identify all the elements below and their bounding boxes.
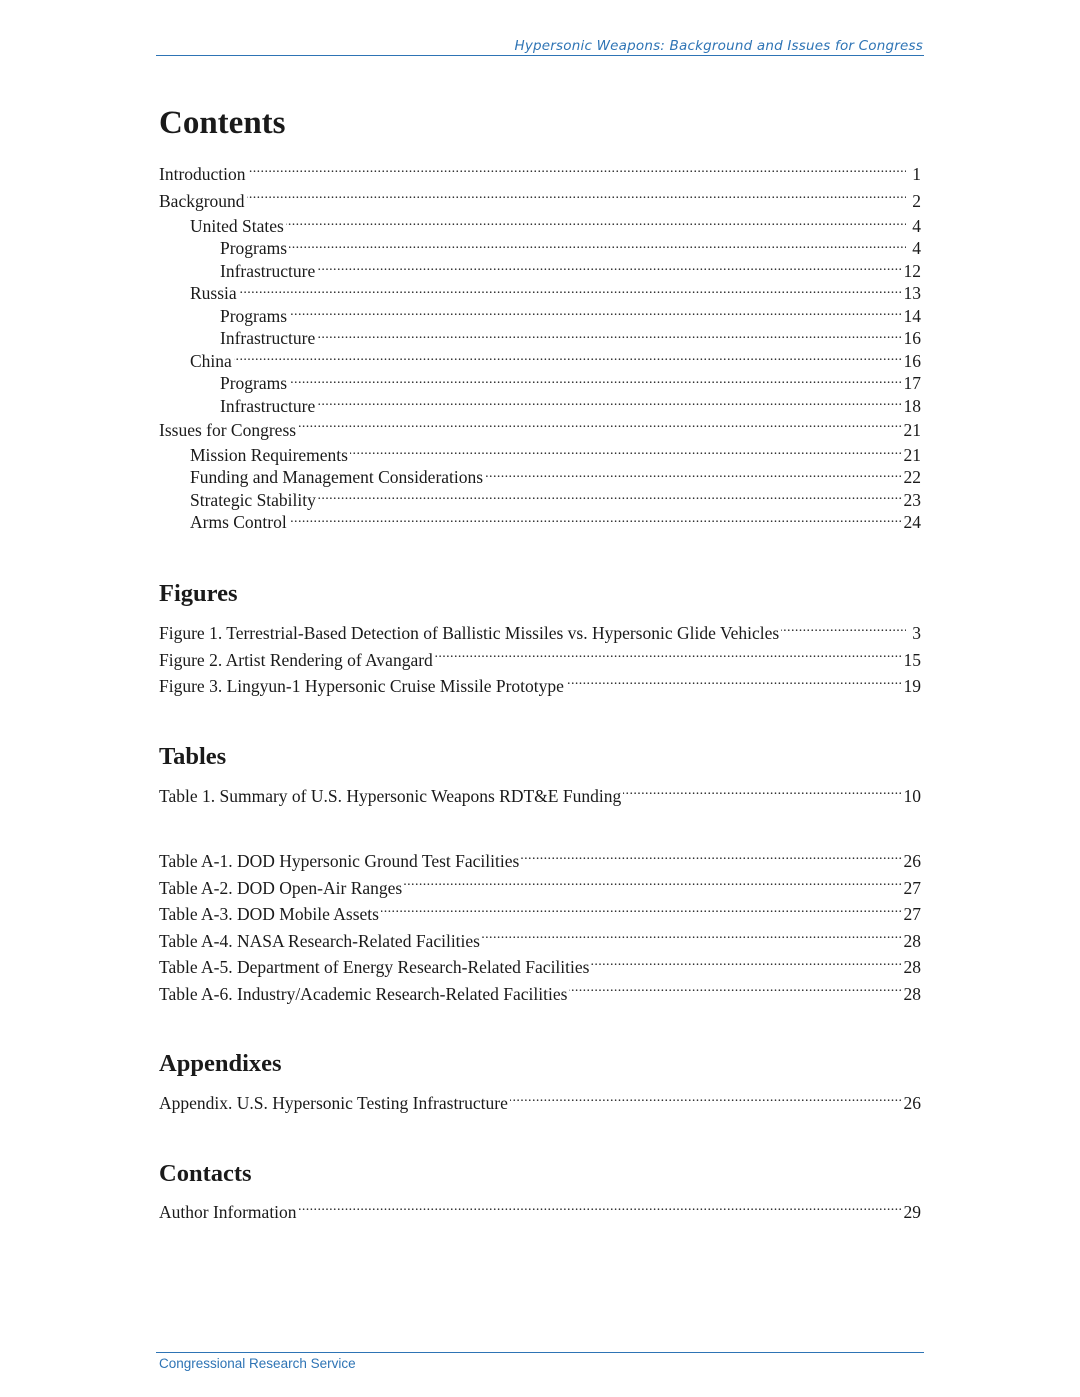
entry-page: 18 — [903, 395, 921, 416]
table-entry-a2[interactable] — [159, 875, 921, 902]
entry-label: Appendix. U.S. Hypersonic Testing Infrastructure — [159, 1093, 508, 1113]
dot-leader — [298, 418, 900, 436]
footer-rule — [156, 1352, 924, 1353]
dot-leader — [289, 304, 900, 322]
entry-page: 28 — [903, 983, 921, 1004]
toc-entry-china[interactable] — [159, 349, 921, 372]
entry-page: 22 — [903, 467, 921, 487]
appendixes-heading: Appendixes — [159, 1050, 282, 1077]
dot-leader — [485, 466, 900, 484]
toc-entry-china-programs[interactable] — [159, 372, 921, 395]
contents-heading: Contents — [159, 105, 286, 141]
toc-entry-arms-control[interactable] — [159, 511, 921, 534]
dot-leader — [569, 982, 900, 1000]
entry-page: 13 — [903, 283, 921, 303]
entry-page: 3 — [912, 623, 921, 643]
toc-entry-us-infrastructure[interactable] — [159, 259, 921, 282]
toc-entry-issues-for-congress[interactable] — [159, 417, 921, 444]
dot-leader — [591, 956, 900, 974]
dot-leader — [350, 443, 901, 461]
dot-leader — [247, 189, 906, 207]
entry-page: 2 — [912, 190, 921, 211]
table-entry-a6[interactable] — [159, 981, 921, 1008]
entry-label: Table A-6. Industry/Academic Research-Related Facilities — [159, 983, 568, 1004]
toc-entry-russia[interactable] — [159, 282, 921, 305]
toc-entry-china-infrastructure[interactable] — [159, 394, 921, 417]
dot-leader — [286, 214, 906, 232]
toc-entry-russia-programs[interactable] — [159, 304, 921, 327]
tables-list — [159, 783, 921, 810]
entry-label: Programs — [220, 238, 288, 258]
entry-page: 28 — [903, 957, 921, 977]
toc-entry-background[interactable] — [159, 188, 921, 215]
dot-leader — [248, 163, 906, 181]
dot-leader — [510, 1092, 901, 1110]
entry-label: Funding and Management Considerations — [190, 467, 484, 487]
entry-page: 21 — [903, 444, 921, 465]
toc-entry-united-states[interactable] — [159, 214, 921, 237]
contacts-list — [159, 1199, 921, 1226]
figures-heading: Figures — [159, 580, 238, 607]
entry-label: Table 1. Summary of U.S. Hypersonic Weapons RDT&E Funding — [159, 786, 622, 806]
entry-label: Background — [159, 190, 245, 211]
entry-label: Figure 2. Artist Rendering of Avangard — [159, 649, 433, 670]
table-entry-a5[interactable] — [159, 954, 921, 981]
toc-entry-funding-management[interactable] — [159, 466, 921, 489]
entry-label: Arms Control — [190, 512, 287, 532]
entry-label: Figure 3. Lingyun-1 Hypersonic Cruise Missile Prototype — [159, 676, 564, 696]
entry-page: 28 — [903, 930, 921, 951]
table-entry-1[interactable] — [159, 783, 921, 810]
entry-label: Mission Requirements — [190, 444, 348, 465]
entry-page: 1 — [912, 164, 921, 184]
entry-page: 12 — [903, 260, 921, 281]
entry-label: Programs — [220, 373, 288, 393]
entry-page: 4 — [912, 238, 921, 258]
entry-label: Table A-1. DOD Hypersonic Ground Test Facilities — [159, 851, 520, 871]
dot-leader — [482, 929, 901, 947]
dot-leader — [521, 850, 900, 868]
entry-page: 26 — [903, 1093, 921, 1113]
dot-leader — [317, 394, 900, 412]
dot-leader — [566, 675, 901, 693]
entry-label: Table A-4. NASA Research-Related Facilities — [159, 930, 480, 951]
contacts-heading: Contacts — [159, 1160, 252, 1187]
appendix-entry[interactable] — [159, 1090, 921, 1117]
toc-entry-russia-infrastructure[interactable] — [159, 327, 921, 350]
entry-page: 27 — [903, 877, 921, 898]
dot-leader — [404, 876, 900, 894]
toc-entry-mission-requirements[interactable] — [159, 443, 921, 466]
running-header: Hypersonic Weapons: Background and Issues for Congress — [514, 38, 923, 54]
table-entry-a4[interactable] — [159, 928, 921, 955]
entry-page: 19 — [903, 676, 921, 696]
dot-leader — [239, 282, 901, 300]
entry-page: 29 — [903, 1202, 921, 1222]
entry-label: Infrastructure — [220, 260, 316, 281]
figure-entry-2[interactable] — [159, 647, 921, 674]
figures-list — [159, 620, 921, 700]
dot-leader — [317, 327, 900, 345]
entry-page: 16 — [903, 350, 921, 371]
entry-page: 4 — [912, 215, 921, 236]
entry-page: 27 — [903, 904, 921, 924]
header-rule — [156, 55, 924, 56]
entry-page: 15 — [903, 649, 921, 670]
dot-leader — [781, 622, 906, 640]
dot-leader — [289, 511, 901, 529]
entry-label: China — [190, 350, 232, 371]
table-entry-a3[interactable] — [159, 901, 921, 928]
contents-list — [159, 161, 921, 533]
toc-entry-strategic-stability[interactable] — [159, 488, 921, 511]
entry-page: 10 — [903, 786, 921, 806]
dot-leader — [289, 372, 900, 390]
dot-leader — [318, 488, 901, 506]
entry-label: Programs — [220, 305, 288, 326]
entry-label: Russia — [190, 283, 237, 303]
toc-entry-introduction[interactable] — [159, 161, 921, 188]
dot-leader — [299, 1201, 901, 1219]
appendixes-list — [159, 1090, 921, 1117]
entry-label: Table A-3. DOD Mobile Assets — [159, 904, 379, 924]
figure-entry-1[interactable] — [159, 620, 921, 647]
entry-page: 26 — [903, 851, 921, 871]
entry-label: Author Information — [159, 1202, 297, 1222]
table-entry-a1[interactable] — [159, 848, 921, 875]
entry-page: 21 — [903, 419, 921, 440]
entry-label: Strategic Stability — [190, 489, 316, 510]
contact-entry-author[interactable] — [159, 1199, 921, 1226]
entry-label: Introduction — [159, 164, 246, 184]
entry-label: Infrastructure — [220, 328, 316, 348]
dot-leader — [317, 259, 900, 277]
appendix-tables-list — [159, 848, 921, 1007]
entry-label: Figure 1. Terrestrial-Based Detection of Ballistic Missiles vs. Hypersonic Glide Vehicles — [159, 623, 780, 643]
toc-entry-us-programs[interactable] — [159, 237, 921, 260]
running-footer: Congressional Research Service — [159, 1356, 356, 1371]
dot-leader — [234, 349, 901, 367]
entry-label: United States — [190, 215, 284, 236]
tables-heading: Tables — [159, 743, 227, 770]
dot-leader — [381, 903, 901, 921]
entry-label: Issues for Congress — [159, 419, 297, 440]
entry-page: 23 — [903, 489, 921, 510]
entry-label: Table A-5. Department of Energy Research-Related Facilities — [159, 957, 590, 977]
entry-page: 17 — [903, 373, 921, 393]
entry-label: Table A-2. DOD Open-Air Ranges — [159, 877, 403, 898]
entry-label: Infrastructure — [220, 395, 316, 416]
figure-entry-3[interactable] — [159, 673, 921, 700]
entry-page: 16 — [903, 328, 921, 348]
dot-leader — [623, 785, 900, 803]
entry-page: 14 — [903, 305, 921, 326]
dot-leader — [289, 237, 906, 255]
dot-leader — [435, 648, 901, 666]
entry-page: 24 — [903, 512, 921, 532]
